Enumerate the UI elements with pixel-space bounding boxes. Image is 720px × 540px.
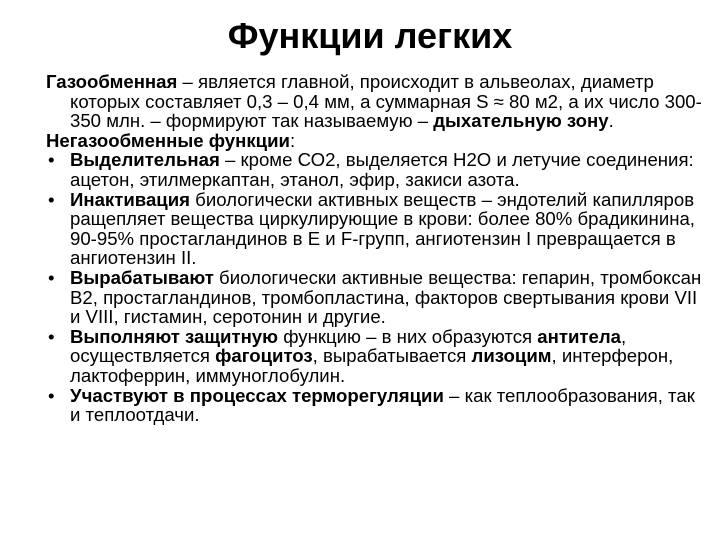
bullet-term-4: лизоцим — [471, 345, 552, 367]
intro-term: Газообменная — [46, 71, 178, 92]
bullet-text-2: , осуществляется — [70, 325, 627, 367]
intro-text-end: . — [608, 110, 614, 132]
subheading — [46, 131, 706, 151]
bullet-marker: • — [48, 266, 55, 288]
bullet-text: биологически активных веществ – эндотелий капилляров ращепляет вещества циркулирующие в крови: более 80% брадикинина, 90-95% простагландинов в Е и F-групп, ангиотензин I превращается в ангиотензин II. — [70, 188, 695, 269]
bullet-marker: • — [48, 188, 55, 210]
slide-title: Функции легких — [227, 15, 513, 56]
bullet-text-4: , интерферон, лактоферрин, иммуноглобулин. — [70, 345, 674, 386]
bullet-text-3: , вырабатывается — [312, 345, 472, 367]
bullet-marker: • — [48, 149, 55, 171]
subheading-term: Негазообменные функции — [46, 129, 290, 151]
bullet-term: Участвуют в процессах терморегуляции — [70, 384, 444, 406]
bullet-term: Вырабатывают — [70, 266, 214, 288]
bullet-term: Выделительная — [70, 149, 220, 171]
bullet-term-3: фагоцитоз — [215, 345, 313, 367]
bullet-item — [46, 268, 706, 327]
subheading-colon: : — [289, 129, 296, 151]
bullet-text: – как теплообразования, так и теплоотдачи. — [70, 384, 695, 426]
bullet-text: – кроме СО2, выделяется Н2О и летучие соединения: ацетон, этилмеркаптан, этанол, эфир, закиси азота. — [70, 149, 694, 190]
bullet-text: функцию – в них образуются — [278, 325, 538, 347]
intro-paragraph — [46, 72, 706, 131]
bullet-item — [46, 327, 706, 386]
bullet-term: Инактивация — [70, 188, 191, 210]
slide-body — [46, 72, 706, 425]
bullet-item — [46, 190, 706, 268]
bullet-term: Выполняют защитную — [70, 325, 279, 347]
intro-term-2: дыхательную зону — [433, 110, 609, 132]
bullet-marker: • — [48, 325, 55, 347]
bullet-item — [46, 386, 706, 425]
bullet-item — [46, 150, 706, 189]
bullet-text: биологически активные вещества: гепарин, тромбоксан В2, простагландинов, тромбопластина, факторов свертывания крови VII и VIII, гистамин, серотонин и другие. — [70, 266, 702, 328]
bullet-marker: • — [48, 384, 55, 406]
intro-text: – является главной, происходит в альвеолах, диаметр которых составляет 0,3 – 0,4 мм, а суммарная S ≈ 80 м2, а их число 300-350 млн. – формируют так называемую – — [70, 71, 702, 132]
bullet-term-2: антитела — [537, 325, 621, 347]
